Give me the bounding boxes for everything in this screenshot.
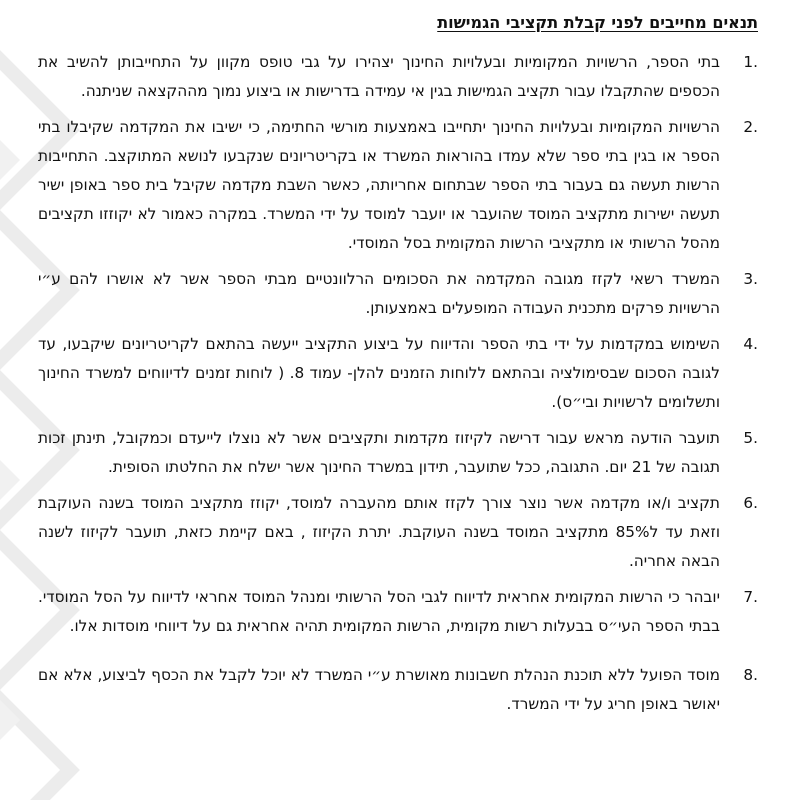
clause-text: השימוש במקדמות על ידי בתי הספר והדיווח על ביצוע התקציב ייעשה בהתאם לקריטריונים שיקבעו, עד לגובה הסכום שבסימולציה ובהתאם ללוחות הזמנים להלן- עמוד 8. ( לוחות זמנים לדיווחים למשרד החינוך ותשלומים לרשויות ובי״ס).: [38, 334, 721, 411]
clause-text: תועבר הודעה מראש עבור דרישה לקיזוז מקדמות ותקציבים אשר לא נוצלו לייעדם וכמקובל, תינתן זכות תגובה של 21 יום. התגובה, ככל שתועבר, תידון במשרד החינוך אשר ישלח את החלטתו הסופית.: [38, 428, 720, 476]
clause-number: 3.: [743, 269, 758, 288]
clause-8: [38, 661, 758, 719]
clause-text: יובהר כי הרשות המקומית אחראית לדיווח לגבי הסל הרשותי ומנהל המוסד אחראי לדיווח על הסל המוסדי. בבתי הספר העי״ס בבעלות רשות מקומית, הרשות המקומית תהיה אחראית גם על דיווחי מוסדות אלו.: [38, 587, 720, 635]
clause-number: 6.: [743, 493, 758, 512]
clause-7: [38, 583, 758, 641]
clause-2: [38, 113, 758, 258]
clause-text: המשרד רשאי לקזז מגובה המקדמה את הסכומים הרלוונטיים מבתי הספר אשר לא אושרו להם ע״י הרשויות פרקים מתכנית העבודה המופעלים באמצעותן.: [38, 269, 720, 317]
clause-number: 7.: [743, 587, 758, 606]
clause-4: [38, 330, 758, 417]
clause-6: [38, 489, 758, 576]
clause-3: [38, 265, 758, 323]
clause-1: [38, 48, 758, 106]
clause-number: 5.: [743, 428, 758, 447]
clause-text: מוסד הפועל ללא תוכנת הנהלת חשבונות מאושרת ע״י המשרד לא יוכל לקבל את הכסף לביצוע, אלא אם יאושר באופן חריג על ידי המשרד.: [38, 665, 720, 713]
clause-number: 2.: [743, 117, 758, 136]
clause-number: 1.: [743, 52, 758, 71]
clause-number: 8.: [743, 665, 758, 684]
clause-list: [38, 48, 758, 719]
clause-text: בתי הספר, הרשויות המקומיות ובעלויות החינוך יצהירו על גבי טופס מקוון על התחייבותן להשיב את הכספים שהתקבלו עבור תקציב הגמישות בגין אי עמידה בדרישות או ביצוע נמוך מההקצאה שניתנה.: [38, 52, 720, 100]
clause-text: הרשויות המקומיות ובעלויות החינוך יתחייבו באמצעות מורשי החתימה, כי ישיבו את המקדמה שקיבלו בתי הספר או בגין בתי ספר שלא עמדו בהוראות המשרד או בקריטריונים שנקבעו לנושא המתוקצב. התחייבות הרשות תעשה גם בעבור בתי הספר שבתחום אחריותה, כאשר השבת מקדמה שקיבל בית ספר באופן ישיר תעשה ישירות מתקציב המוסד שהועבר או יועבר למוסד על ידי המשרד. במקרה כאמור לא יקוזזו תקציבים מהסל הרשותי או מתקציבי הרשות המקומית בסל המוסדי.: [38, 117, 720, 252]
clause-5: [38, 424, 758, 482]
document-title: תנאים מחייבים לפני קבלת תקציבי הגמישות: [437, 13, 758, 32]
clause-number: 4.: [743, 334, 758, 353]
clause-text: תקציב ו/או מקדמה אשר נוצר צורך לקזז אותם מהעברה למוסד, יקוזז מתקציב המוסד בשנה העוקבת וזאת עד ל85% מתקציב המוסד בשנה העוקבת. יתרת הקיזוז , באם קיימת כזאת, תועבר לקיזוז לשנה הבאה אחריה.: [38, 493, 720, 570]
